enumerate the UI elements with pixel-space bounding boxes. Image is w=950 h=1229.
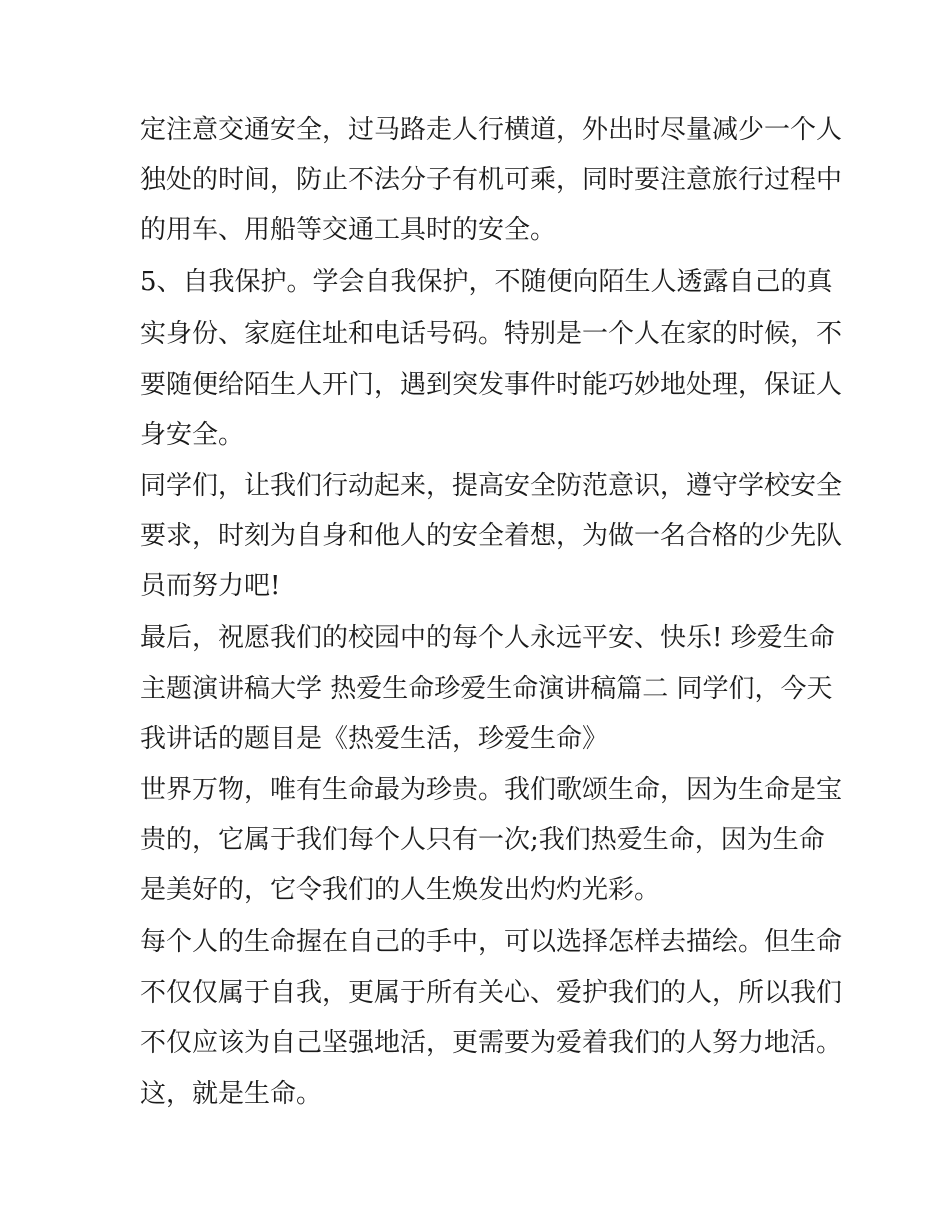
text-line: 不仅应该为自己坚强地活，更需要为爱着我们的人努力地活。 (140, 1028, 843, 1058)
text-line: 要随便给陌生人开门，遇到突发事件时能巧妙地处理，保证人 (140, 370, 843, 400)
text-line: 这，就是生命。 (140, 1079, 323, 1109)
text-line: 每个人的生命握在自己的手中，可以选择怎样去描绘。但生命 (140, 927, 843, 957)
text-line: 贵的，它属于我们每个人只有一次;我们热爱生命，因为生命 (140, 825, 825, 855)
text-line: 最后，祝愿我们的校园中的每个人永远平安、快乐! 珍爱生命 (140, 623, 835, 653)
text-line: 5、自我保护。学会自我保护，不随便向陌生人透露自己的真 (140, 267, 833, 297)
text-line: 同学们，让我们行动起来，提高安全防范意识，遵守学校安全 (140, 471, 843, 501)
text-line: 主题演讲稿大学 热爱生命珍爱生命演讲稿篇二 同学们，今天 (140, 674, 833, 704)
text-line: 不仅仅属于自我，更属于所有关心、爱护我们的人，所以我们 (140, 978, 843, 1008)
text-line: 我讲话的题目是《热爱生活，珍爱生命》 (140, 724, 609, 754)
text-line: 的用车、用船等交通工具时的安全。 (140, 215, 557, 245)
text-line: 身安全。 (140, 420, 245, 450)
text-line: 员而努力吧! (140, 571, 281, 601)
text-line: 是美好的，它令我们的人生焕发出灼灼光彩。 (140, 875, 661, 905)
text-line: 独处的时间，防止不法分子有机可乘，同时要注意旅行过程中 (140, 165, 843, 195)
text-line: 实身份、家庭住址和电话号码。特别是一个人在家的时候，不 (140, 319, 843, 349)
text-line: 要求，时刻为自身和他人的安全着想，为做一名合格的少先队 (140, 521, 843, 551)
text-line: 定注意交通安全，过马路走人行横道，外出时尽量减少一个人 (140, 115, 843, 145)
text-line: 世界万物，唯有生命最为珍贵。我们歌颂生命，因为生命是宝 (140, 775, 843, 805)
